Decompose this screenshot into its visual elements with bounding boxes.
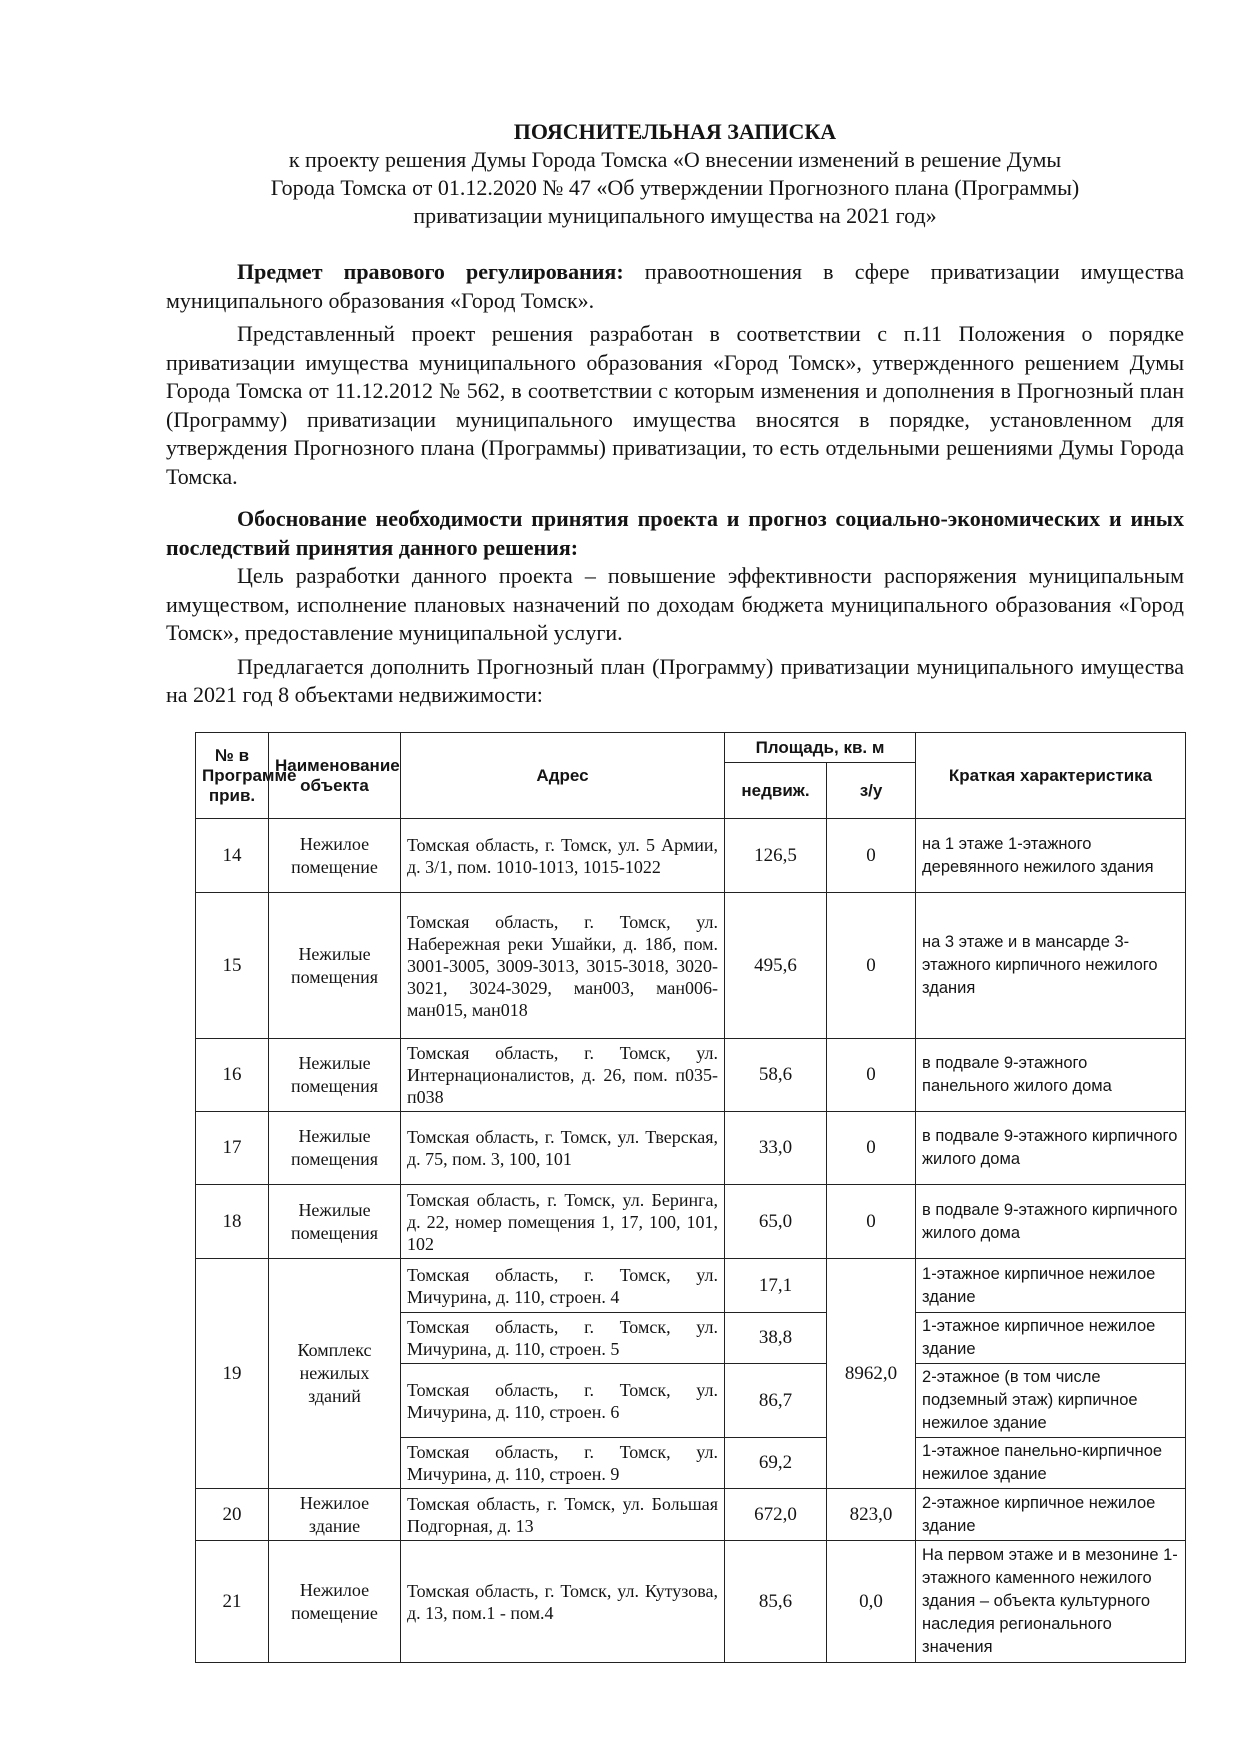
table-row — [196, 893, 1186, 1039]
document-body — [166, 118, 1184, 710]
table-row — [196, 1259, 1186, 1313]
object-address: Томская область, г. Томск, ул. Мичурина, д. 110, строен. 9 — [401, 1438, 725, 1489]
row-number: 17 — [196, 1112, 269, 1185]
realty-area: 495,6 — [725, 893, 827, 1039]
row-number: 18 — [196, 1185, 269, 1259]
table-row — [196, 1541, 1186, 1663]
land-area: 823,0 — [827, 1489, 916, 1541]
column-header-land-area: з/у — [827, 763, 916, 819]
realty-area: 65,0 — [725, 1185, 827, 1259]
realty-area: 672,0 — [725, 1489, 827, 1541]
row-number: 15 — [196, 893, 269, 1039]
land-area: 8962,0 — [827, 1259, 916, 1489]
realty-area: 33,0 — [725, 1112, 827, 1185]
object-address: Томская область, г. Томск, ул. Мичурина, д. 110, строен. 5 — [401, 1313, 725, 1364]
basis-paragraph: Представленный проект решения разработан в соответствии с п.11 Положения о порядке приватизации имущества муниципального образования «Город Томск», утвержденного решением Думы Города Томска от 11.12.2012 № 562, в соответствии с которым изменения и дополнения в Прогнозный план (Программу) приватизации муниципального имущества вносятся в порядке, установленном для утверждения Прогнозного плана (Программы) приватизации, то есть отдельными решениями Думы Города Томска. — [166, 321, 1184, 489]
object-description: на 3 этаже и в мансарде 3-этажного кирпичного нежилого здания — [916, 893, 1186, 1039]
realty-area: 126,5 — [725, 819, 827, 893]
document-subtitle-line-2: Города Томска от 01.12.2020 № 47 «Об утверждении Прогнозного плана (Программы) — [270, 175, 1080, 200]
regulation-subject-heading: Предмет правового регулирования: — [237, 259, 624, 284]
object-description: 1-этажное кирпичное нежилое здание — [916, 1313, 1186, 1364]
regulation-subject-text: правоотношения в сфере приватизации имущества муниципального образования «Город Томск». — [166, 259, 1184, 313]
object-name: Нежилое помещение — [269, 819, 401, 893]
column-header-number: № в Программе прив. — [196, 733, 269, 819]
object-address: Томская область, г. Томск, ул. Тверская, д. 75, пом. 3, 100, 101 — [401, 1112, 725, 1185]
object-name: Нежилое помещение — [269, 1541, 401, 1663]
object-address: Томская область, г. Томск, ул. Набережная реки Ушайки, д. 18б, пом. 3001-3005, 3009-3013, 3015-3018, 3020-3021, 3024-3029, ман003, ман006-ман015, ман018 — [401, 893, 725, 1039]
table-row — [196, 1039, 1186, 1112]
land-area: 0 — [827, 1185, 916, 1259]
land-area: 0 — [827, 819, 916, 893]
justification-paragraph — [166, 505, 1184, 562]
realty-area: 69,2 — [725, 1438, 827, 1489]
object-description: 1-этажное панельно-кирпичное нежилое здание — [916, 1438, 1186, 1489]
realty-area: 58,6 — [725, 1039, 827, 1112]
row-number: 20 — [196, 1489, 269, 1541]
object-description: На первом этаже и в мезонине 1-этажного каменного нежилого здания – объекта культурного наследия регионального значения — [916, 1541, 1186, 1663]
row-number: 14 — [196, 819, 269, 893]
row-number: 19 — [196, 1259, 269, 1489]
object-description: 2-этажное кирпичное нежилое здание — [916, 1489, 1186, 1541]
justification-heading: Обоснование необходимости принятия проекта и прогноз социально-экономических и иных последствий принятия данного решения: — [166, 506, 1184, 560]
column-header-realty-area: недвиж. — [725, 763, 827, 819]
object-name: Нежилые помещения — [269, 893, 401, 1039]
land-area: 0 — [827, 893, 916, 1039]
object-description: в подвале 9-этажного кирпичного жилого дома — [916, 1185, 1186, 1259]
proposal-paragraph: Предлагается дополнить Прогнозный план (Программу) приватизации муниципального имущества на 2021 год 8 объектами недвижимости: — [166, 653, 1184, 707]
table-row — [196, 1185, 1186, 1259]
column-header-name: Наименование объекта — [269, 733, 401, 819]
realty-area: 85,6 — [725, 1541, 827, 1663]
object-address: Томская область, г. Томск, ул. Мичурина, д. 110, строен. 4 — [401, 1259, 725, 1313]
column-header-description: Краткая характеристика — [916, 733, 1186, 819]
realty-area: 38,8 — [725, 1313, 827, 1364]
land-area: 0,0 — [827, 1541, 916, 1663]
table-row — [196, 1112, 1186, 1185]
document-subtitle-line-3: приватизации муниципального имущества на 2021 год» — [413, 203, 937, 228]
row-number: 16 — [196, 1039, 269, 1112]
object-address: Томская область, г. Томск, ул. Большая Подгорная, д. 13 — [401, 1489, 725, 1541]
object-name: Комплекс нежилых зданий — [269, 1259, 401, 1489]
purpose-paragraph: Цель разработки данного проекта – повышение эффективности распоряжения муниципальным имуществом, исполнение плановых назначений по доходам бюджета муниципального образования «Город Томск», предоставление муниципальной услуги. — [166, 563, 1184, 645]
land-area: 0 — [827, 1112, 916, 1185]
object-name: Нежилые помещения — [269, 1185, 401, 1259]
land-area: 0 — [827, 1039, 916, 1112]
column-header-area: Площадь, кв. м — [725, 733, 916, 763]
object-description: в подвале 9-этажного кирпичного жилого дома — [916, 1112, 1186, 1185]
object-name: Нежилые помещения — [269, 1039, 401, 1112]
document-title: ПОЯСНИТЕЛЬНАЯ ЗАПИСКА — [513, 119, 837, 144]
object-name: Нежилые помещения — [269, 1112, 401, 1185]
object-address: Томская область, г. Томск, ул. Интернационалистов, д. 26, пом. п035-п038 — [401, 1039, 725, 1112]
object-name: Нежилое здание — [269, 1489, 401, 1541]
object-description: в подвале 9-этажного панельного жилого дома — [916, 1039, 1186, 1112]
column-header-address: Адрес — [401, 733, 725, 819]
row-number: 21 — [196, 1541, 269, 1663]
table-row — [196, 1489, 1186, 1541]
object-address: Томская область, г. Томск, ул. 5 Армии, д. 3/1, пом. 1010-1013, 1015-1022 — [401, 819, 725, 893]
document-subtitle-line-1: к проекту решения Думы Города Томска «О внесении изменений в решение Думы — [288, 147, 1062, 172]
object-address: Томская область, г. Томск, ул. Кутузова, д. 13, пом.1 - пом.4 — [401, 1541, 725, 1663]
realty-area: 17,1 — [725, 1259, 827, 1313]
realty-area: 86,7 — [725, 1364, 827, 1438]
object-description: 2-этажное (в том числе подземный этаж) кирпичное нежилое здание — [916, 1364, 1186, 1438]
table-row — [196, 819, 1186, 893]
object-description: 1-этажное кирпичное нежилое здание — [916, 1259, 1186, 1313]
object-address: Томская область, г. Томск, ул. Беринга, д. 22, номер помещения 1, 17, 100, 101, 102 — [401, 1185, 725, 1259]
privatization-objects-table — [195, 732, 1186, 1663]
regulation-subject-paragraph — [166, 258, 1184, 315]
object-description: на 1 этаже 1-этажного деревянного нежилого здания — [916, 819, 1186, 893]
object-address: Томская область, г. Томск, ул. Мичурина, д. 110, строен. 6 — [401, 1364, 725, 1438]
